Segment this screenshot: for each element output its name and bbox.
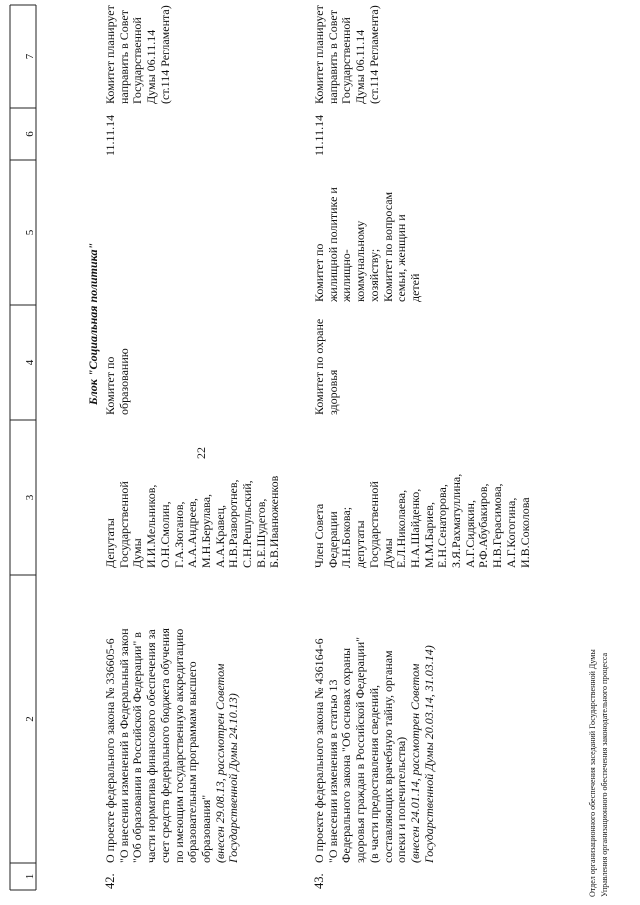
bill-authors — [313, 418, 532, 568]
column-number-1: 1 — [24, 873, 36, 880]
bill-line: опеки и попечительства) — [394, 736, 409, 863]
bill-history-line: (внесен 29.08.13, рассмотрен Советом — [212, 663, 227, 863]
author-line: Б.В.Иванюженков — [267, 475, 282, 568]
author-line: Л.Н.Бокова; — [339, 506, 354, 568]
bill-line: "О внесении изменения в статью 13 — [325, 679, 340, 863]
author-line: Думы — [380, 538, 395, 568]
column-number-4: 4 — [24, 359, 36, 366]
note-line: Думы 06.11.14 — [353, 29, 368, 104]
bill-line: "Об образовании в Российской Федерации" в — [130, 632, 145, 863]
note-line: направить в Совет — [116, 10, 131, 104]
author-line: С.Н.Решульский, — [240, 480, 255, 568]
note-line: направить в Совет — [325, 10, 340, 104]
bill-title — [313, 573, 436, 863]
author-line: Р.Ф.Абубакиров, — [476, 483, 491, 568]
block-title: Блок "Социальная политика" — [86, 242, 100, 405]
row-number: 43. — [312, 873, 326, 889]
author-line: Федерации — [325, 511, 340, 568]
note-line: Комитет планирует — [312, 5, 326, 104]
consideration-date: 11.11.14 — [312, 114, 326, 156]
co-committee-line: детей — [407, 273, 422, 302]
author-line: А.Г.Когогина, — [503, 497, 518, 568]
author-line: Н.В.Герасимова, — [490, 483, 505, 568]
note-line: (ст.114 Регламента) — [366, 5, 381, 104]
author-line: Государственной — [116, 481, 131, 568]
note-line: Думы 06.11.14 — [144, 29, 159, 104]
row-number: 42. — [103, 873, 117, 889]
note-line: (ст.114 Регламента) — [157, 5, 172, 104]
committee-line: здоровья — [325, 369, 340, 415]
co-committee-line: семьи, женщин и — [394, 214, 409, 302]
co-committee-line: коммунальному — [353, 220, 368, 302]
author-line: Думы — [130, 538, 145, 568]
co-committee-line: хозяйству; — [366, 248, 381, 302]
author-line: Е.Л.Николаева, — [394, 489, 409, 568]
responsible-committee — [313, 305, 340, 415]
bill-line: образовательным программам высшего — [185, 661, 200, 863]
co-committee-line: жилищно- — [339, 249, 354, 302]
bill-line: образования" — [198, 794, 213, 863]
bill-authors — [104, 418, 282, 568]
note-line: Комитет планирует — [103, 5, 117, 104]
author-line: М.М.Бариев, — [421, 502, 436, 568]
responsible-committee — [104, 305, 131, 415]
column-number-3: 3 — [24, 494, 36, 501]
bill-line: "О внесении изменений в Федеральный закон — [116, 628, 131, 863]
author-line: А.А.Андреев, — [185, 498, 200, 568]
author-line: Государственной — [366, 481, 381, 568]
note-line: Государственной — [130, 17, 145, 104]
co-committee-line: Комитет по — [312, 243, 326, 302]
author-line: Е.Н.Сенаторова, — [435, 484, 450, 568]
bill-line: по имеющим государственную аккредитацию — [171, 628, 186, 863]
note — [104, 4, 173, 104]
consideration-date: 11.11.14 — [103, 114, 117, 156]
author-line: В.Е.Шудегов, — [253, 498, 268, 568]
author-line: И.В.Соколова — [517, 497, 532, 568]
author-line: И.И.Мельников, — [144, 484, 159, 568]
bill-history-line: (внесен 24.01.14, рассмотрен Советом — [407, 663, 422, 863]
committee-line: Комитет по — [103, 356, 117, 415]
author-line: Член Совета — [312, 503, 326, 568]
bill-line: счет средств федерального бюджета обучения — [157, 628, 172, 863]
author-line: Н.А.Шайденко, — [407, 488, 422, 568]
author-line: А.А.Кравец, — [212, 504, 227, 568]
note — [313, 4, 382, 104]
committee-line: Комитет по охране — [312, 318, 326, 415]
page-number: 22 — [194, 447, 208, 459]
column-number-6: 6 — [24, 131, 36, 137]
author-line: Н.В.Разворотнев, — [226, 479, 241, 568]
author-line: Депутаты — [103, 518, 117, 568]
bill-line: части норматива финансового обеспечения за — [144, 629, 159, 863]
column-number-2: 2 — [24, 716, 36, 722]
co-executor-committees — [313, 157, 423, 302]
bill-title — [104, 573, 241, 863]
bill-history-line: Государственной Думы 24.10.13) — [226, 693, 241, 863]
bill-line: О проекте федерального закона № 436164-6 — [312, 638, 326, 863]
author-line: Г.А.Зюганов, — [171, 501, 186, 568]
footer-department: Отдел организационного обеспечения заседаний Государственной Думы — [588, 649, 597, 897]
author-line: М.Н.Берулава, — [198, 493, 213, 568]
bill-history-line: Государственной Думы 20.03.14, 31.03.14) — [421, 645, 436, 863]
bill-line: (в части предоставления сведений, — [366, 684, 381, 863]
author-line: депутаты — [353, 520, 368, 568]
bill-line: Федерального закона "Об основах охраны — [339, 647, 354, 863]
bill-line: составляющих врачебную тайну, органам — [380, 650, 395, 863]
bill-line: О проекте федерального закона № 336605-6 — [103, 638, 117, 863]
co-committee-line: жилищной политике и — [325, 187, 340, 302]
author-line: А.Г.Сидякин, — [462, 500, 477, 568]
author-line: О.Н.Смолин, — [157, 501, 172, 568]
note-line: Государственной — [339, 17, 354, 104]
committee-line: образованию — [116, 348, 131, 415]
bill-line: здоровья граждан в Российской Федерации" — [353, 636, 368, 863]
column-number-5: 5 — [24, 229, 36, 236]
author-line: З.Я.Рахматуллина, — [449, 473, 464, 568]
column-number-7: 7 — [24, 53, 36, 60]
co-committee-line: Комитет по вопросам — [380, 191, 395, 302]
footer-directorate: Управления организационного обеспечения законодательного процесса — [600, 652, 609, 897]
